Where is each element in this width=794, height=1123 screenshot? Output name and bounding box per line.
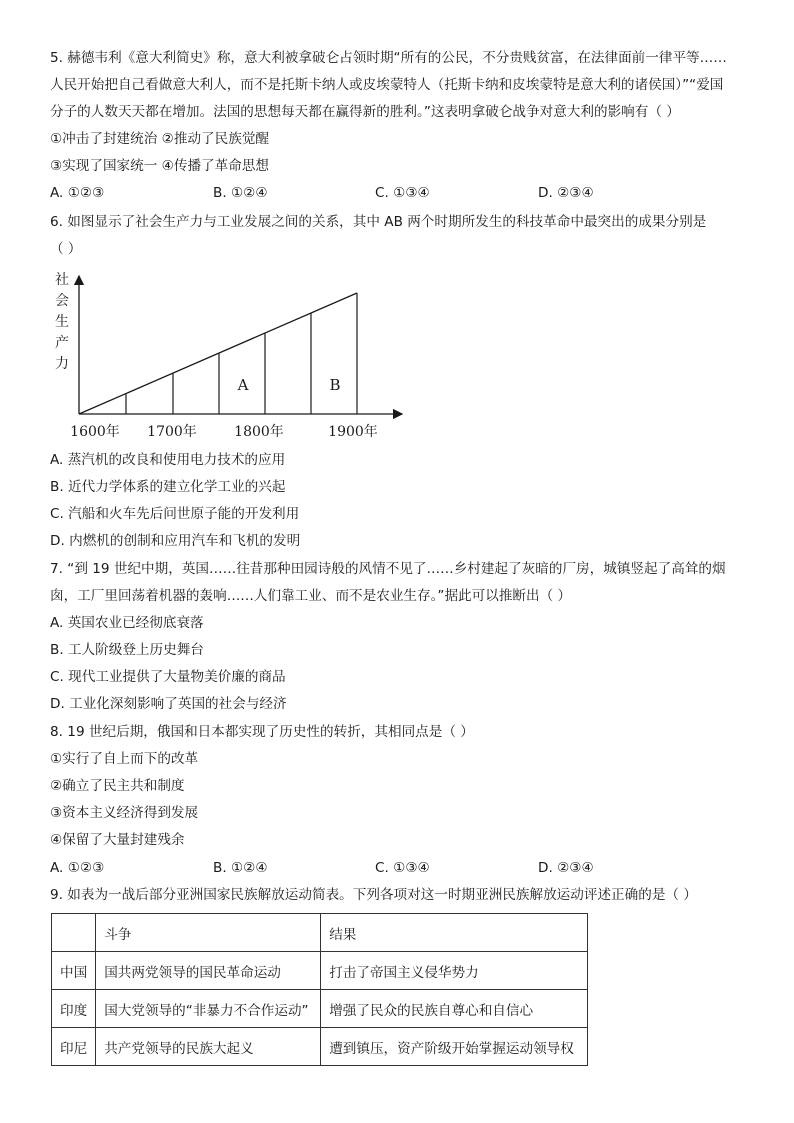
q7-option-c: C. 现代工业提供了大量物美价廉的商品 bbox=[50, 669, 286, 685]
q5-option-c: C. ①③④ bbox=[375, 185, 430, 201]
table-row bbox=[52, 990, 588, 1028]
x-tick-label: 1800年 bbox=[234, 424, 284, 440]
q8-stem-line1: 8. 19 世纪后期，俄国和日本都实现了历史性的转折，其相同点是（ ） bbox=[50, 724, 474, 740]
table-header-cell: 斗争 bbox=[96, 914, 321, 952]
q9-table bbox=[51, 913, 588, 1066]
table-cell: 国共两党领导的国民革命运动 bbox=[96, 952, 321, 990]
period-label-a: A bbox=[237, 376, 249, 394]
q6-option-b: B. 近代力学体系的建立化学工业的兴起 bbox=[50, 479, 286, 495]
productivity-chart bbox=[50, 266, 410, 442]
q5-stem-line1: 5. 赫德韦利《意大利简史》称，意大利被拿破仑占领时期“所有的公民，不分贵贱贫富，在法律面前一律平等…… bbox=[50, 50, 727, 66]
table-header-cell bbox=[52, 914, 96, 952]
table-row bbox=[52, 952, 588, 990]
q6-stem-line2: （ ） bbox=[50, 241, 82, 257]
y-axis-label-char-2: 会 bbox=[55, 293, 69, 309]
table-row bbox=[52, 1028, 588, 1066]
table-cell: 遭到镇压，资产阶级开始掌握运动领导权 bbox=[321, 1028, 588, 1066]
table-cell: 国大党领导的“非暴力不合作运动” bbox=[96, 990, 321, 1028]
q8-option-a: A. ①②③ bbox=[50, 860, 105, 876]
q5-items-line2: ③实现了国家统一 ④传播了革命思想 bbox=[50, 158, 270, 174]
table-cell: 增强了民众的民族自尊心和自信心 bbox=[321, 990, 588, 1028]
period-label-b: B bbox=[329, 376, 341, 394]
q5-option-b: B. ①②④ bbox=[213, 185, 268, 201]
productivity-line bbox=[79, 293, 357, 414]
table-cell: 印尼 bbox=[52, 1028, 96, 1066]
q8-option-c: C. ①③④ bbox=[375, 860, 430, 876]
q7-option-d: D. 工业化深刻影响了英国的社会与经济 bbox=[50, 696, 287, 712]
q8-option-d: D. ②③④ bbox=[538, 860, 594, 876]
table-cell: 中国 bbox=[52, 952, 96, 990]
table-cell: 打击了帝国主义侵华势力 bbox=[321, 952, 588, 990]
q9-stem-line1: 9. 如表为一战后部分亚洲国家民族解放运动简表。下列各项对这一时期亚洲民族解放运动评述正确的是（ ） bbox=[50, 887, 697, 903]
y-axis-label-char-5: 力 bbox=[55, 356, 69, 372]
q8-item-4: ④保留了大量封建残余 bbox=[50, 832, 185, 848]
q5-stem-line3: 分子的人数天天都在增加。法国的思想每天都在赢得新的胜利。”这表明拿破仑战争对意大利的影响有（ ） bbox=[50, 104, 680, 120]
x-tick-label: 1600年 bbox=[70, 424, 120, 440]
q8-item-3: ③资本主义经济得到发展 bbox=[50, 805, 199, 821]
q5-option-a: A. ①②③ bbox=[50, 185, 105, 201]
table-cell: 共产党领导的民族大起义 bbox=[96, 1028, 321, 1066]
q7-stem-line2: 囱，工厂里回荡着机器的轰响……人们靠工业、而不是农业生存。”据此可以推断出（ ） bbox=[50, 588, 572, 604]
table-header-row bbox=[52, 914, 588, 952]
x-tick-label: 1700年 bbox=[147, 424, 197, 440]
q5-stem-line2: 人民开始把自己看做意大利人，而不是托斯卡纳人或皮埃蒙特人（托斯卡纳和皮埃蒙特是意大利的诸侯国）”“爱国 bbox=[50, 77, 724, 93]
q8-option-b: B. ①②④ bbox=[213, 860, 268, 876]
q5-items-line1: ①冲击了封建统治 ②推动了民族觉醒 bbox=[50, 131, 270, 147]
y-axis-label-char-3: 生 bbox=[55, 314, 69, 330]
q5-option-d: D. ②③④ bbox=[538, 185, 594, 201]
q7-option-a: A. 英国农业已经彻底衰落 bbox=[50, 615, 204, 631]
q7-stem-line1: 7. “到 19 世纪中期，英国……往昔那种田园诗般的风情不见了……乡村建起了灰暗的厂房，城镇竖起了高耸的烟 bbox=[50, 561, 726, 577]
q6-option-a: A. 蒸汽机的改良和使用电力技术的应用 bbox=[50, 452, 286, 468]
y-axis-label-char-1: 社 bbox=[55, 272, 69, 288]
q8-item-2: ②确立了民主共和制度 bbox=[50, 778, 185, 794]
q6-option-c: C. 汽船和火车先后问世原子能的开发利用 bbox=[50, 506, 300, 522]
y-axis-label-char-4: 产 bbox=[55, 335, 69, 351]
x-tick-label: 1900年 bbox=[328, 424, 378, 440]
q8-item-1: ①实行了自上而下的改革 bbox=[50, 751, 199, 767]
q6-option-d: D. 内燃机的创制和应用汽车和飞机的发明 bbox=[50, 533, 301, 549]
table-header-cell: 结果 bbox=[321, 914, 588, 952]
q7-option-b: B. 工人阶级登上历史舞台 bbox=[50, 642, 204, 658]
q6-stem-line1: 6. 如图显示了社会生产力与工业发展之间的关系，其中 AB 两个时期所发生的科技革命中最突出的成果分别是 bbox=[50, 214, 707, 230]
table-cell: 印度 bbox=[52, 990, 96, 1028]
